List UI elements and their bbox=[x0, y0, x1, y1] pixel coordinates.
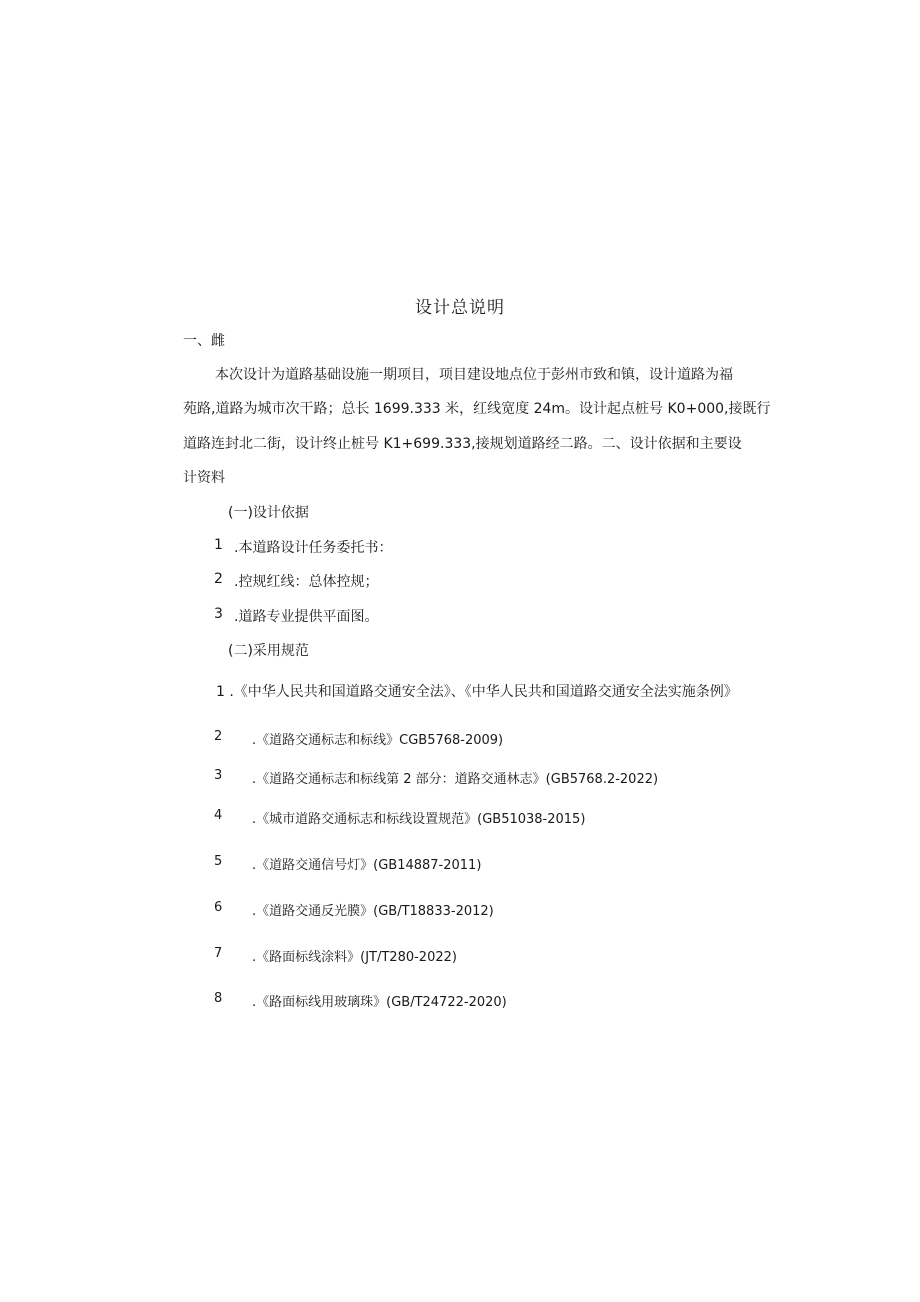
standard-item-text: .《路面标线涂料》(JT/T280-2022) bbox=[252, 950, 457, 965]
paragraph-line-4: 计资料 bbox=[183, 470, 225, 486]
standard-item-text: .《城市道路交通标志和标线设置规范》(GB51038-2015) bbox=[252, 812, 586, 827]
paragraph-line-2: 苑路,道路为城市次干路；总长 1699.333 米，红线宽度 24m。设计起点桩号 K0+000,接既行 bbox=[183, 401, 771, 417]
document-title: 设计总说明 bbox=[415, 298, 505, 318]
standard-item-number: 8 bbox=[214, 991, 223, 1006]
paragraph-line-3: 道路连封北二街，设计终止桩号 K1+699.333,接规划道路经二路。二、设计依据和主要设 bbox=[183, 436, 742, 452]
basis-item-text: .本道路设计任务委托书： bbox=[234, 540, 393, 556]
standard-item-number: 2 bbox=[214, 729, 223, 744]
basis-item-text: .道路专业提供平面图。 bbox=[234, 609, 379, 625]
standard-item-number: 5 bbox=[214, 854, 223, 869]
standard-item-number: 4 bbox=[214, 808, 223, 823]
standard-item-text: .《道路交通标志和标线第 2 部分：道路交通林志》(GB5768.2-2022) bbox=[252, 772, 659, 787]
standard-item-1: 1 .《中华人民共和国道路交通安全法》、《中华人民共和国道路交通安全法实施条例》 bbox=[216, 684, 738, 700]
basis-item-number: 3 bbox=[214, 606, 223, 622]
standard-item-text: .《路面标线用玻璃珠》(GB/T24722-2020) bbox=[252, 995, 507, 1010]
standards-heading: (二)采用规范 bbox=[228, 643, 309, 659]
standard-item-text: .《道路交通信号灯》(GB14887-2011) bbox=[252, 858, 482, 873]
standard-item-text: .《道路交通反光膜》(GB/T18833-2012) bbox=[252, 904, 494, 919]
standard-item-number: 3 bbox=[214, 768, 223, 783]
basis-item-number: 2 bbox=[214, 571, 223, 587]
basis-item-number: 1 bbox=[214, 537, 223, 553]
standard-item-text: .《道路交通标志和标线》CGB5768-2009) bbox=[252, 733, 504, 748]
standard-item-number: 7 bbox=[214, 946, 223, 961]
paragraph-line-1: 本次设计为道路基础设施一期项目，项目建设地点位于彭州市致和镇，设计道路为福 bbox=[215, 367, 733, 383]
standard-item-number: 6 bbox=[214, 900, 223, 915]
section-heading-overview: 一、雌 bbox=[183, 333, 225, 349]
basis-item-text: .控规红线：总体控规； bbox=[234, 574, 379, 590]
design-basis-heading: (一)设计依据 bbox=[228, 505, 309, 521]
